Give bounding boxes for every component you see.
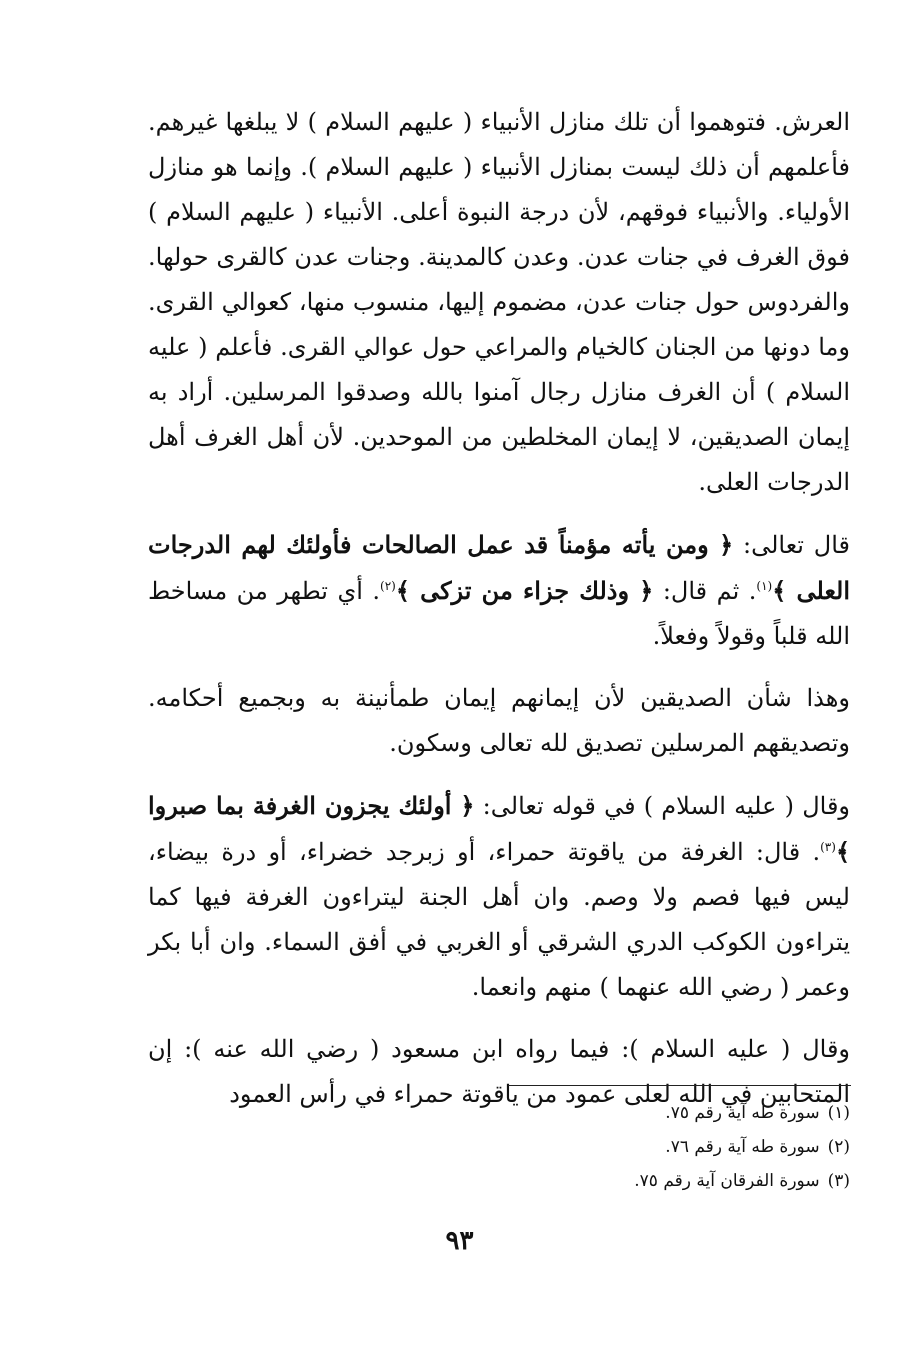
footnote-3-text: سورة الفرقان آية رقم ٧٥. xyxy=(634,1171,820,1191)
footnote-2-number: (٢) xyxy=(827,1137,850,1157)
paragraph-3-text: وهذا شأن الصديقين لأن إيمانهم إيمان طمأنينة به وبجميع أحكامه. وتصديقهم المرسلين تصديق لله تعالى وسكون. xyxy=(148,684,850,757)
footnote-divider xyxy=(508,1085,851,1086)
paragraph-4 xyxy=(148,783,850,1010)
page-number: ٩٣ xyxy=(445,1226,474,1256)
main-text xyxy=(148,100,850,1134)
paragraph-5-text: وقال ( عليه السلام ): فيما رواه ابن مسعود ( رضي الله عنه ): إن المتحابين في الله لعلى عمود من ياقوتة حمراء في رأس العمود xyxy=(148,1035,850,1108)
paragraph-4-intro: وقال ( عليه السلام ) في قوله تعالى: xyxy=(474,792,851,820)
paragraph-1 xyxy=(148,100,850,505)
footnote-2 xyxy=(148,1130,850,1164)
paragraph-2-intro: قال تعالى: xyxy=(733,531,850,559)
footnote-ref-1: (١) xyxy=(756,579,773,593)
quran-verse-3: ﴿ أولئك يجزون الغرفة بما صبروا ﴾ xyxy=(148,791,850,866)
paragraph-4-end: . قال: الغرفة من ياقوتة حمراء، أو زبرجد خضراء، أو درة بيضاء، ليس فيها فصم ولا وصم. وان أهل الجنة ليتراءون الغرفة فيها كما يتراءون الكوكب الدري الشرقي أو الغربي في أفق السماء. وان أبا بكر وعمر ( رضي الله عنهما ) منهم وانعما. xyxy=(148,838,850,1001)
footnote-1-text: سورة طه آية رقم ٧٥. xyxy=(665,1103,820,1123)
paragraph-2-end: . أي تطهر من مساخط الله قلباً وقولاً وفعلاً. xyxy=(148,577,850,650)
paragraph-1-text: العرش. فتوهموا أن تلك منازل الأنبياء ( عليهم السلام ) لا يبلغها غيرهم. فأعلمهم أن ذلك ليست بمنازل الأنبياء ( عليهم السلام ). وإنما هو منازل الأولياء. والأنبياء فوقهم، لأن درجة النبوة أعلى. الأنبياء ( عليهم السلام ) فوق الغرف في جنات عدن. وعدن كالمدينة. وجنات عدن كالقرى حولها. والفردوس حول جنات عدن، مضموم إليها، منسوب منها، كعوالي القرى. وما دونها من الجنان كالخيام والمراعي حول عوالي القرى. فأعلم ( عليه السلام ) أن الغرف منازل رجال آمنوا بالله وصدقوا المرسلين. أراد به إيمان الصديقين، لا إيمان المخلطين من الموحدين. لأن أهل الغرف أهل الدرجات العلى. xyxy=(148,108,851,496)
paragraph-2-middle: . ثم قال: xyxy=(653,577,757,605)
paragraph-3 xyxy=(148,676,850,766)
footnote-2-text: سورة طه آية رقم ٧٦. xyxy=(665,1137,820,1157)
footnote-ref-3: (٣) xyxy=(820,840,836,854)
footnote-3 xyxy=(148,1164,850,1198)
footnote-3-number: (٣) xyxy=(827,1171,850,1191)
paragraph-2 xyxy=(148,522,850,659)
footnote-1-number: (١) xyxy=(827,1103,850,1123)
quran-verse-1: ﴿ ومن يأته مؤمناً قد عمل الصالحات فأولئك لهم الدرجات العلى ﴾ xyxy=(148,530,850,605)
footnote-1 xyxy=(148,1096,850,1130)
quran-verse-2: ﴿ وذلك جزاء من تزكى ﴾ xyxy=(395,576,654,605)
footnotes xyxy=(148,1096,850,1198)
footnote-ref-2: (٢) xyxy=(380,579,396,593)
